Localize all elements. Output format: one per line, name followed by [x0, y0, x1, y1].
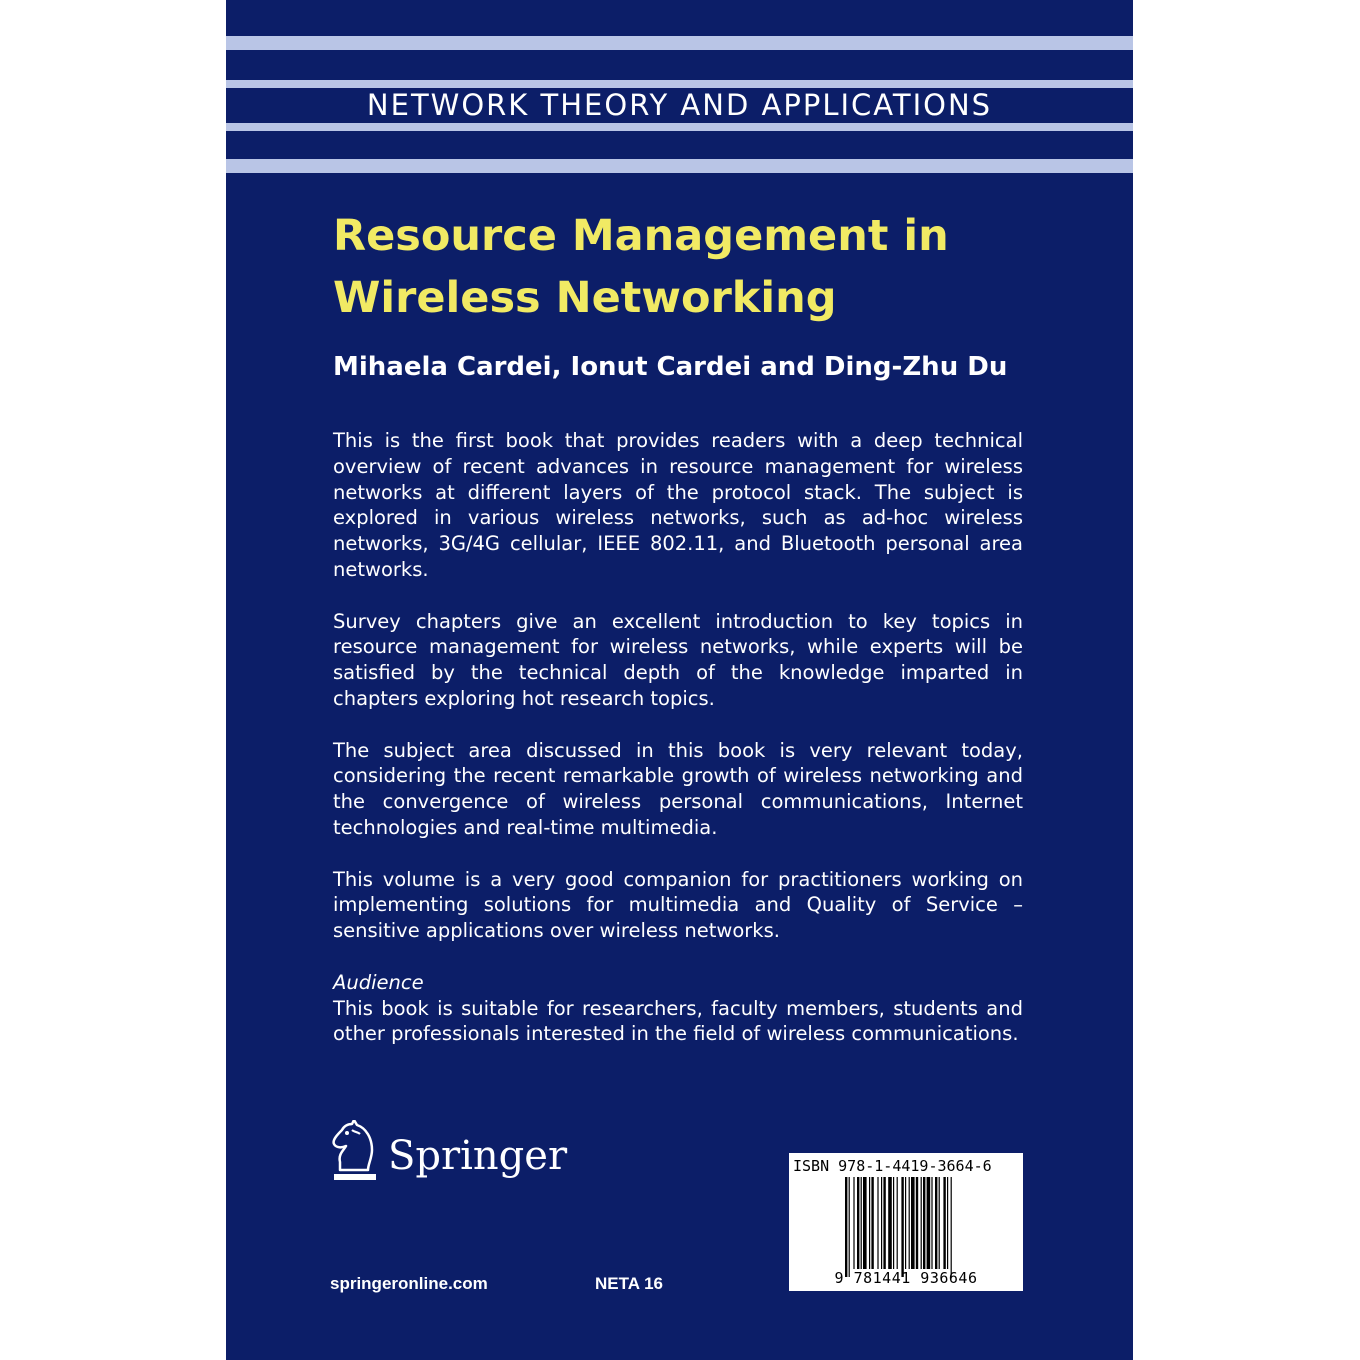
decorative-stripe	[226, 123, 1133, 131]
isbn-barcode	[789, 1153, 1023, 1291]
book-title-line-2: Wireless Networking	[333, 273, 837, 323]
series-code: NETA 16	[595, 1274, 664, 1293]
description	[333, 428, 1023, 1073]
publisher-website: springeronline.com	[330, 1274, 488, 1293]
barcode-number: 9 781441 936646	[834, 1269, 978, 1287]
series-title: NETWORK THEORY AND APPLICATIONS	[366, 88, 993, 122]
authors: Mihaela Cardei, Ionut Cardei and Ding-Zhu Du	[333, 352, 1008, 382]
description-paragraph: This volume is a very good companion for practitioners working on implementing solutions for multimedia and Quality of Service – sensitive applications over wireless networks.	[333, 867, 1023, 943]
book-title	[333, 205, 1033, 329]
decorative-stripe	[226, 36, 1133, 50]
knight-chess-piece-icon	[330, 1120, 380, 1184]
audience-heading: Audience	[333, 970, 424, 994]
decorative-stripe	[226, 159, 1133, 173]
description-paragraph: Survey chapters give an excellent introduction to key topics in resource management for wireless networks, while experts will be satisfied by the technical depth of the knowledge imparted in chapters exploring hot research topics.	[333, 609, 1023, 710]
description-paragraph: This is the first book that provides readers with a deep technical overview of recent advances in resource management for wireless networks at different layers of the protocol stack. The subject is explored in various wireless networks, such as ad-hoc wireless networks, 3G/4G cellular, IEEE 802.11, and Bluetooth personal area networks.	[333, 429, 1023, 581]
publisher-name: Springer	[388, 1133, 568, 1179]
book-title-line-1: Resource Management in	[333, 211, 949, 261]
description-paragraph: The subject area discussed in this book is very relevant today, considering the recent remarkable growth of wireless networking and the convergence of wireless personal communications, Internet technologies and real-time multimedia.	[333, 738, 1023, 839]
book-back-cover	[226, 0, 1133, 1360]
springer-logo	[330, 1120, 570, 1190]
isbn-label: ISBN 978-1-4419-3664-6	[793, 1157, 992, 1175]
audience-text: This book is suitable for researchers, faculty members, students and other professionals interested in the field of wireless communications.	[333, 996, 1023, 1046]
